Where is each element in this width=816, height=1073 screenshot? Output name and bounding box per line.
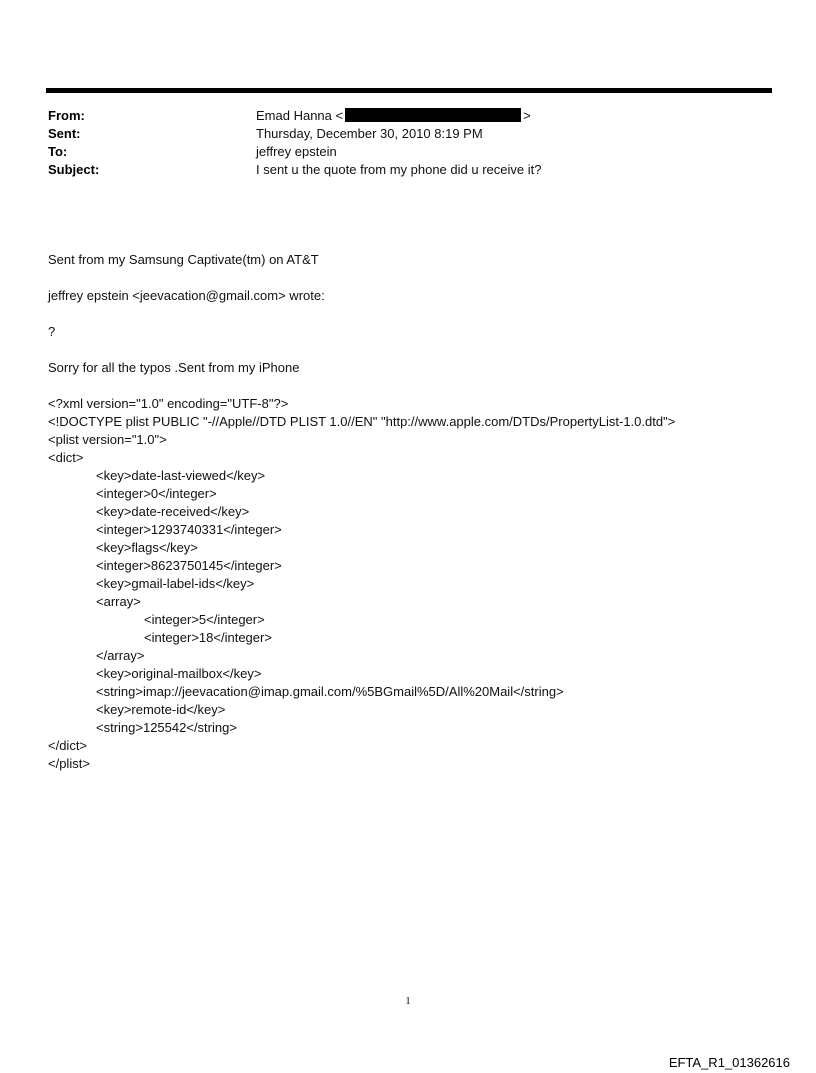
plist-line: <plist version="1.0"> xyxy=(48,432,167,447)
plist-line: <integer>5</integer> xyxy=(144,612,265,627)
from-value xyxy=(256,107,768,125)
plist-line: <?xml version="1.0" encoding="UTF-8"?> xyxy=(48,396,289,411)
from-name: Emad Hanna < xyxy=(256,108,344,123)
plist-line: <string>imap://jeevacation@imap.gmail.com/%5BGmail%5D/All%20Mail</string> xyxy=(96,684,564,699)
to-value: jeffrey epstein xyxy=(256,144,337,159)
to-row xyxy=(48,143,768,161)
plist-line: <array> xyxy=(96,594,141,609)
plist-line: </array> xyxy=(96,648,145,663)
plist-line: </dict> xyxy=(48,738,88,753)
plist-line: <key>gmail-label-ids</key> xyxy=(96,576,255,591)
plist-line: <key>flags</key> xyxy=(96,540,198,555)
email-body xyxy=(48,251,788,377)
plist-line: <integer>18</integer> xyxy=(144,630,272,645)
plist-line: <dict> xyxy=(48,450,84,465)
header-divider xyxy=(46,88,772,93)
plist-line: <integer>8623750145</integer> xyxy=(96,558,282,573)
subject-row xyxy=(48,161,768,179)
plist-line: <integer>0</integer> xyxy=(96,486,217,501)
quote-intro: jeffrey epstein <jeevacation@gmail.com> wrote: xyxy=(48,288,325,303)
plist-line: <string>125542</string> xyxy=(96,720,237,735)
plist-line: <key>remote-id</key> xyxy=(96,702,226,717)
from-row xyxy=(48,107,768,125)
plist-line: <key>original-mailbox</key> xyxy=(96,666,262,681)
redaction-block xyxy=(345,108,521,122)
plist-line: </plist> xyxy=(48,756,90,771)
from-label: From: xyxy=(48,108,85,123)
apology-line: Sorry for all the typos .Sent from my iPhone xyxy=(48,360,300,375)
sent-row xyxy=(48,125,768,143)
sent-label: Sent: xyxy=(48,126,81,141)
email-header xyxy=(48,107,768,179)
to-label: To: xyxy=(48,144,68,159)
document-id: EFTA_R1_01362616 xyxy=(668,1055,790,1070)
plist-line: <!DOCTYPE plist PUBLIC "-//Apple//DTD PLIST 1.0//EN" "http://www.apple.com/DTDs/PropertyList-1.0.dtd"> xyxy=(48,414,676,429)
page-number: 1 xyxy=(405,995,411,1007)
plist-line: <key>date-received</key> xyxy=(96,504,250,519)
plist-line: <integer>1293740331</integer> xyxy=(96,522,282,537)
from-closing-bracket: > xyxy=(523,108,531,123)
signature-line: Sent from my Samsung Captivate(tm) on AT&T xyxy=(48,252,319,267)
plist-block xyxy=(48,395,788,773)
subject-value: I sent u the quote from my phone did u receive it? xyxy=(256,162,542,177)
sent-value: Thursday, December 30, 2010 8:19 PM xyxy=(256,126,483,141)
subject-label: Subject: xyxy=(48,162,100,177)
question-mark: ? xyxy=(48,324,56,339)
plist-line: <key>date-last-viewed</key> xyxy=(96,468,266,483)
